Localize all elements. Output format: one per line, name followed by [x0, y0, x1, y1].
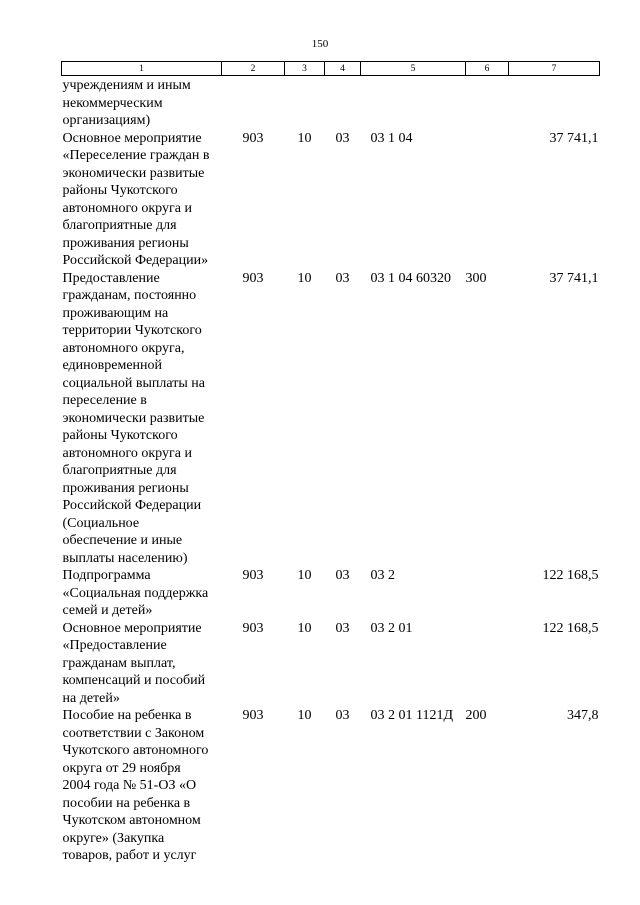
- row-name: Подпрограмма «Социальная поддержка семей и детей»: [62, 568, 209, 618]
- row-subsection-code: [325, 76, 361, 130]
- row-amount: 347,8: [567, 708, 599, 723]
- row-ministry-code: 903: [242, 620, 264, 636]
- row-section-code: 10: [297, 130, 312, 146]
- column-header-5: 5: [361, 62, 466, 76]
- column-header-4: 4: [325, 62, 361, 76]
- row-amount: [509, 76, 600, 130]
- row-target-article: 03 2 01 1121Д: [370, 708, 454, 723]
- row-ministry-code: 903: [242, 130, 264, 146]
- row-expense-type: 300: [465, 270, 487, 286]
- row-name: Предоставление гражданам, постоянно проживающим на территории Чукотского автономного округа, единовременной социальной выплаты на переселение в экономически развитые районы Чукотского автономного округа и благоприятные для проживания регионы Российской Федерации (Социальное обеспечение и иные выплаты населению): [62, 270, 205, 566]
- row-amount: 122 168,5: [542, 620, 599, 636]
- row-expense-type: [466, 76, 509, 130]
- column-header-6: 6: [466, 62, 509, 76]
- table-row: [62, 76, 600, 130]
- row-subsection-code: 03: [335, 568, 350, 583]
- row-expense-type: [466, 620, 509, 708]
- row-ministry-code: 903: [242, 270, 264, 286]
- table-row: [62, 567, 600, 620]
- row-target-article: 03 1 04 60320: [370, 270, 451, 286]
- row-target-article: [361, 76, 466, 130]
- row-section-code: 10: [297, 620, 312, 636]
- row-section-code: [285, 76, 325, 130]
- row-target-article: 03 1 04: [370, 130, 413, 146]
- row-expense-type: 200: [465, 708, 487, 723]
- table-row: [62, 270, 600, 568]
- row-subsection-code: 03: [335, 130, 350, 146]
- row-name: Пособие на ребенка в соответствии с Законом Чукотского автономного округа от 29 ноября 2004 года № 51-ОЗ «О пособии на ребенка в Чукотском автономном округе» (Закупка товаров, работ и услуг: [62, 708, 209, 863]
- row-subsection-code: 03: [335, 708, 350, 723]
- row-subsection-code: 03: [335, 620, 350, 636]
- row-amount: 37 741,1: [549, 130, 599, 146]
- column-header-7: 7: [509, 62, 600, 76]
- row-expense-type: [466, 567, 509, 620]
- table-row: [62, 130, 600, 270]
- row-target-article: 03 2 01: [370, 620, 413, 636]
- row-section-code: 10: [297, 270, 312, 286]
- row-ministry-code: 903: [242, 568, 264, 583]
- column-header-1: 1: [62, 62, 222, 76]
- table-row: [62, 707, 600, 865]
- row-ministry-code: 903: [242, 708, 264, 723]
- column-header-2: 2: [222, 62, 285, 76]
- row-amount: 122 168,5: [542, 568, 599, 583]
- table-row: [62, 620, 600, 708]
- page-number: 150: [311, 38, 329, 50]
- budget-table: [61, 61, 600, 865]
- row-name: Основное мероприятие «Предоставление гражданам выплат, компенсаций и пособий на детей»: [62, 620, 206, 706]
- row-name: Основное мероприятие «Переселение граждан в экономически развитые районы Чукотского автономного округа и благоприятные для проживания регионы Российской Федерации»: [62, 130, 210, 268]
- row-name: учреждениям и иным некоммерческим организациям): [62, 78, 191, 128]
- row-target-article: 03 2: [370, 568, 395, 583]
- row-expense-type: [466, 130, 509, 270]
- row-subsection-code: 03: [335, 270, 350, 286]
- row-ministry-code: [222, 76, 285, 130]
- row-section-code: 10: [297, 708, 312, 723]
- column-header-3: 3: [285, 62, 325, 76]
- table-header-row: [62, 62, 600, 76]
- row-amount: 37 741,1: [549, 270, 599, 286]
- row-section-code: 10: [297, 568, 312, 583]
